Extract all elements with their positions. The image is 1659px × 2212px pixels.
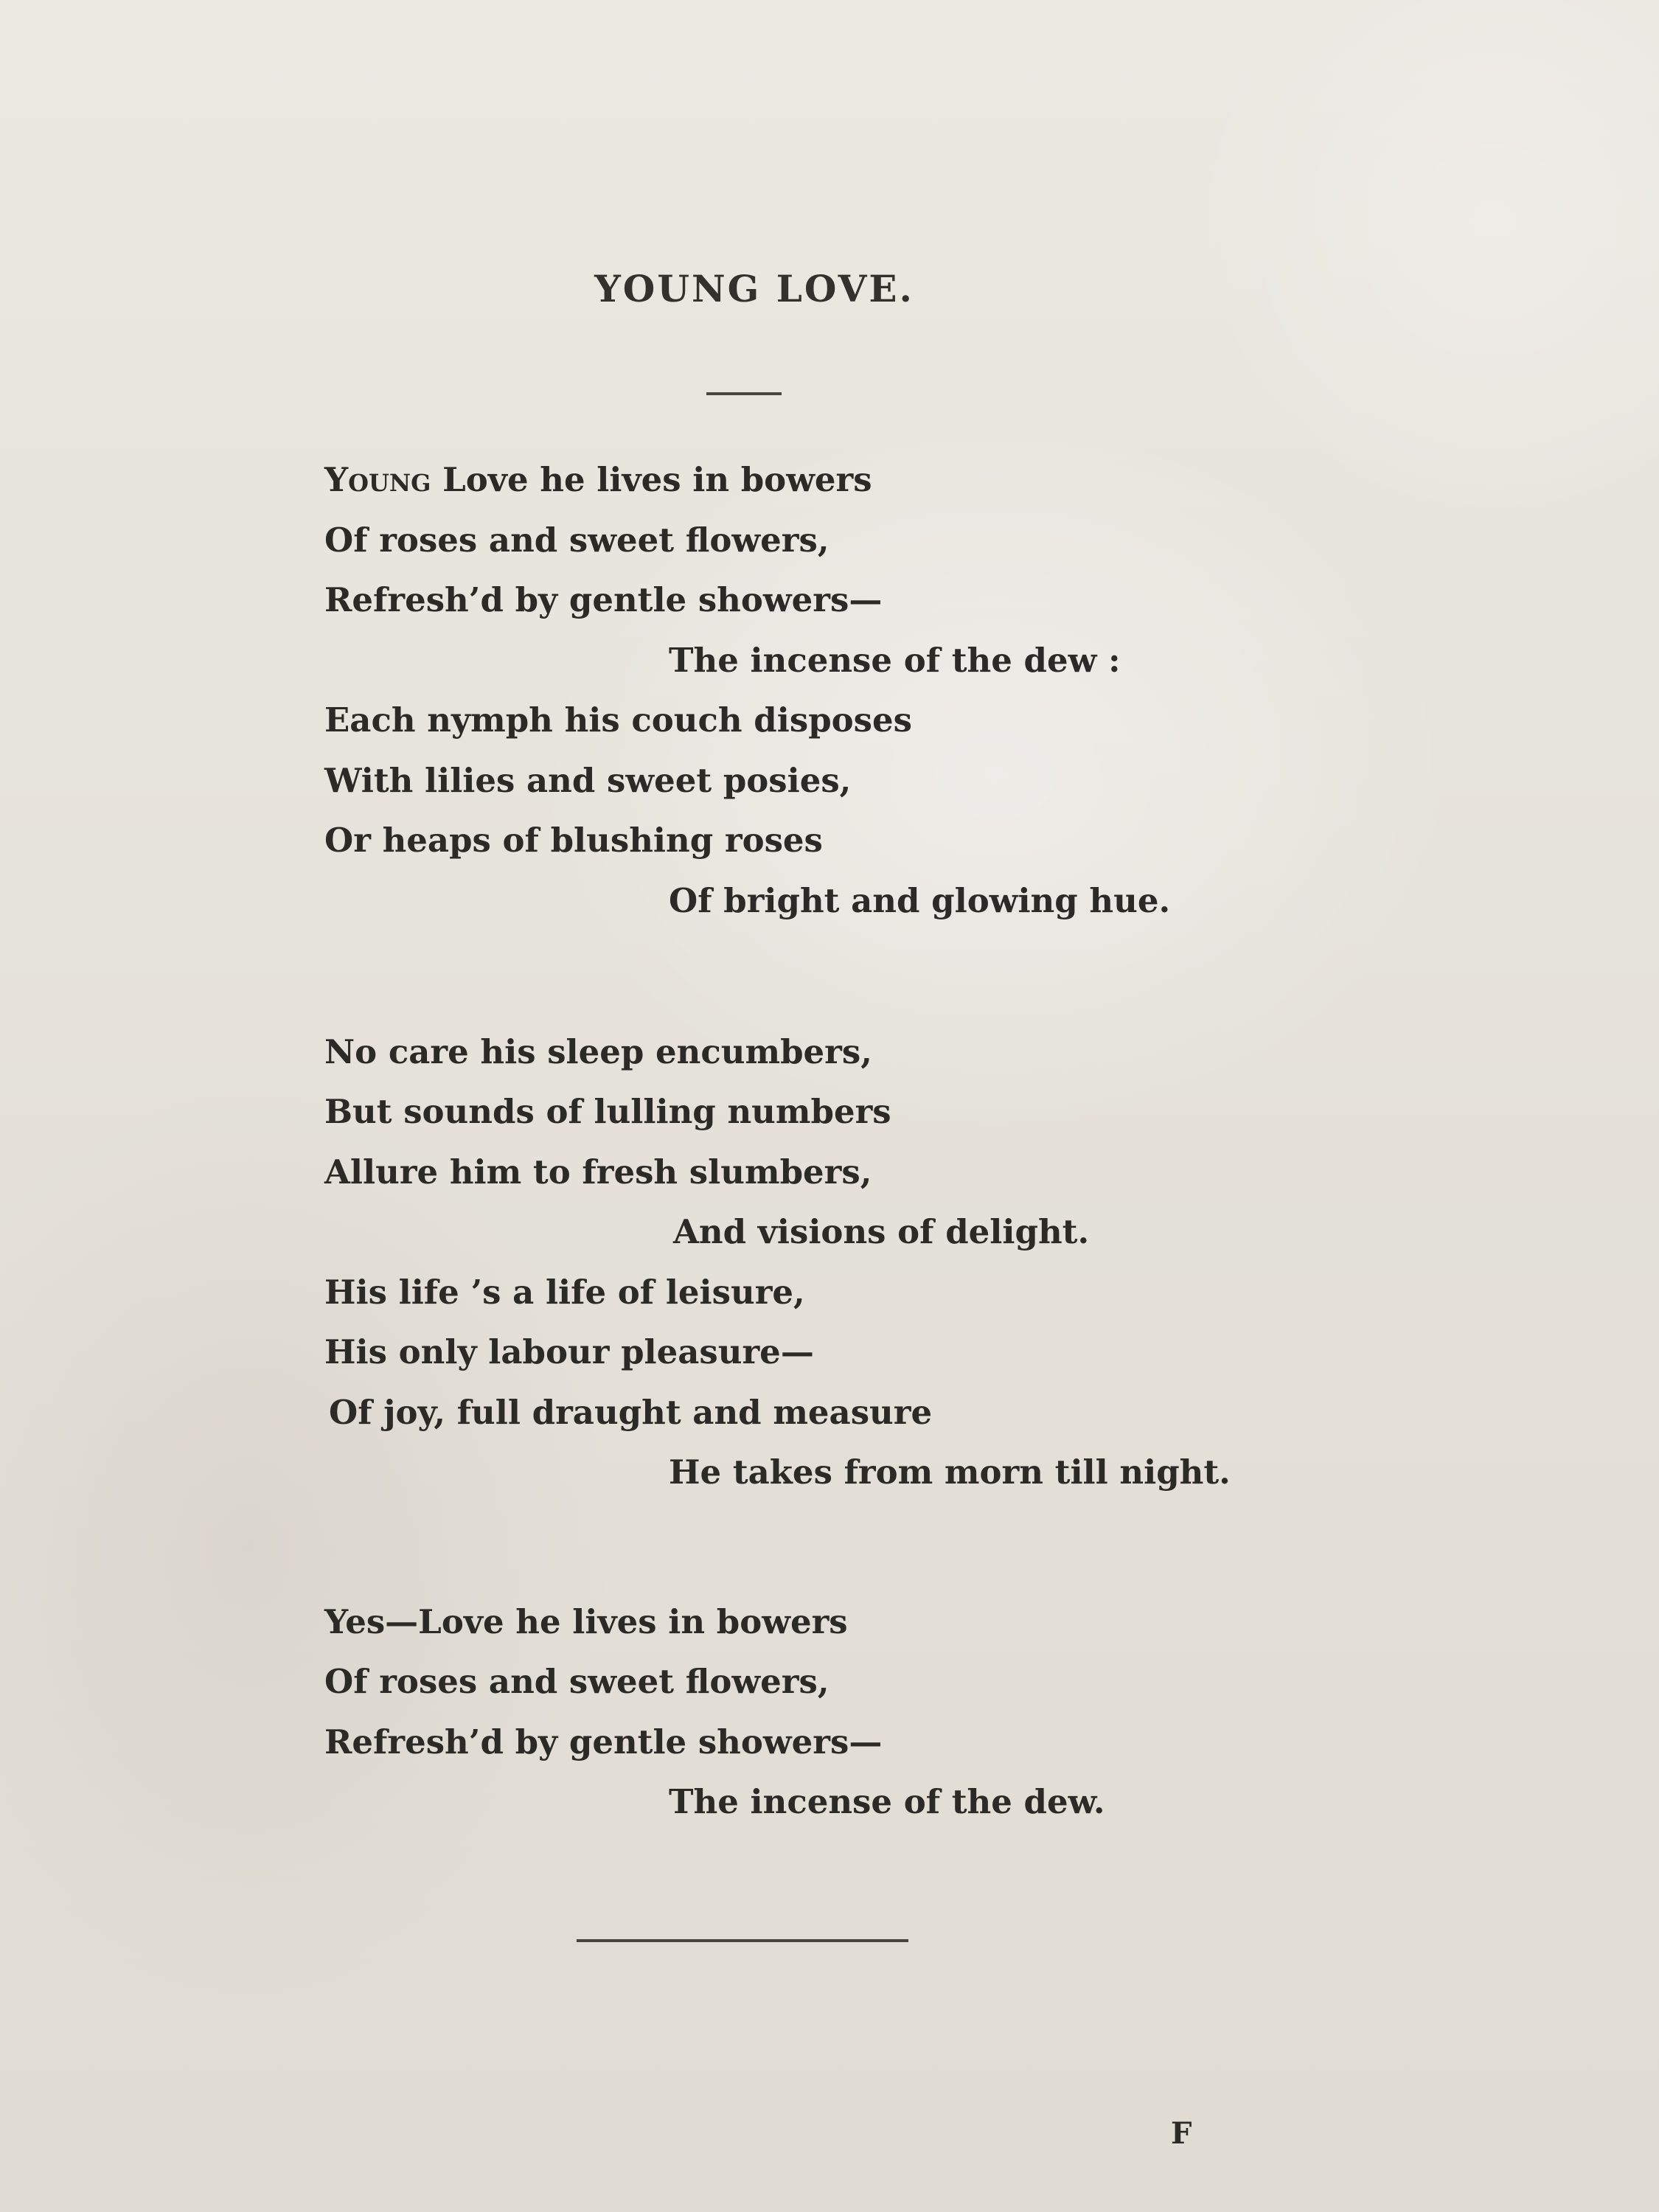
poem-line-indented: Of bright and glowing hue. [669, 881, 1171, 920]
poem-line: Yes—Love he lives in bowers [324, 1602, 848, 1641]
poem-title: YOUNG LOVE. [594, 267, 914, 310]
poem-line [324, 460, 872, 499]
poem-line: Of roses and sweet flowers, [324, 1662, 830, 1701]
line-text: Love he lives in bowers [431, 460, 872, 499]
poem-line-indented: The incense of the dew. [669, 1782, 1105, 1821]
poem-line: Allure him to fresh slumbers, [324, 1152, 872, 1192]
poem-line: Or heaps of blushing roses [324, 821, 823, 860]
poem-line: Refresh’d by gentle showers— [324, 1722, 883, 1761]
poem-line: No care his sleep encumbers, [324, 1032, 872, 1071]
poem-line-indented: The incense of the dew : [669, 641, 1121, 680]
poem-line: Each nymph his couch disposes [324, 700, 912, 740]
poem-line: But sounds of lulling numbers [324, 1092, 891, 1131]
poem-line: With lilies and sweet posies, [324, 761, 852, 800]
poem-line: Refresh’d by gentle showers— [324, 580, 883, 619]
poem-line-indented: He takes from morn till night. [669, 1453, 1231, 1492]
poem-line-indented: And visions of delight. [673, 1212, 1090, 1251]
end-rule [577, 1939, 908, 1942]
poem-line: His only labour pleasure— [324, 1332, 814, 1371]
signature-mark: F [1171, 2116, 1192, 2151]
small-caps-lead: Young [324, 460, 431, 499]
title-rule [706, 392, 782, 395]
poem-line: His life ’s a life of leisure, [324, 1273, 805, 1312]
poem-line: Of joy, full draught and measure [329, 1393, 933, 1432]
poem-line: Of roses and sweet flowers, [324, 521, 830, 560]
